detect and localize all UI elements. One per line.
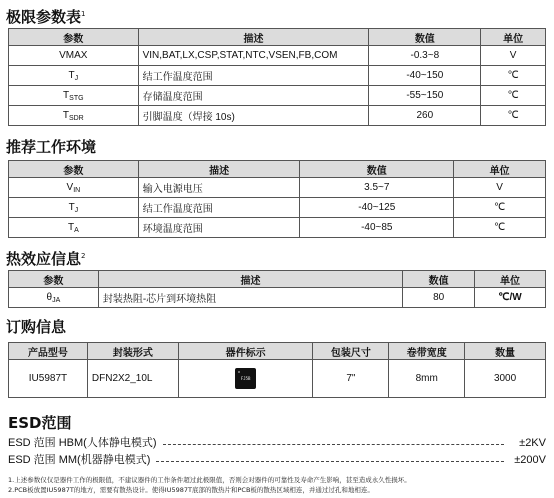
- esd-mm-label: ESD 范围 MM(机器静电模式): [8, 454, 151, 466]
- table-row: [9, 198, 546, 218]
- table-row: [9, 66, 546, 86]
- header-value: 数值: [300, 161, 454, 178]
- param-cell: $T_J$: [9, 66, 139, 86]
- chip-marking-image: FJ5B: [235, 368, 256, 389]
- ordering-table: [8, 342, 546, 398]
- desc-cell: 环境温度范围: [138, 218, 300, 238]
- header-package: 封装形式: [87, 343, 178, 360]
- unit-cell: ℃: [481, 86, 546, 106]
- section-title-esd: ESD范围: [8, 414, 72, 432]
- header-value: 数值: [403, 271, 475, 288]
- desc-cell: 存储温度范围: [138, 86, 369, 106]
- header-param: 参数: [9, 271, 99, 288]
- model-cell: IU5987T: [9, 360, 88, 398]
- desc-cell: 输入电源电压: [138, 178, 300, 198]
- footnote-2: 2.PCB板放置IU5987T的地方，需要有散热设计。使得IU5987T底部的散热片和PCB板的散热区域相连，并通过过孔和地相连。: [8, 486, 374, 494]
- value-cell: -40~125: [300, 198, 454, 218]
- table-row: [9, 288, 546, 308]
- desc-cell: 结工作温度范围: [138, 66, 369, 86]
- value-cell: 3.5~7: [300, 178, 454, 198]
- param-cell: $\theta_{JA}$: [9, 288, 99, 308]
- pack-size-cell: 7": [313, 360, 389, 398]
- header-qty: 数量: [465, 343, 546, 360]
- esd-mm-row: [8, 453, 546, 467]
- value-cell: -40~85: [300, 218, 454, 238]
- table-row: [9, 106, 546, 126]
- header-unit: 单位: [454, 161, 546, 178]
- header-unit: 单位: [481, 29, 546, 46]
- param-cell: $V_{IN}$: [9, 178, 139, 198]
- header-desc: 描述: [138, 161, 300, 178]
- header-desc: 描述: [98, 271, 402, 288]
- unit-cell: ℃: [481, 106, 546, 126]
- table-row: [9, 218, 546, 238]
- param-cell: $T_J$: [9, 198, 139, 218]
- desc-cell: 封装热阻-芯片到环境热阻: [98, 288, 402, 308]
- marking-cell: [178, 360, 313, 398]
- unit-cell: ℃/W: [475, 288, 546, 308]
- table-row: [9, 178, 546, 198]
- header-marking: 器件标示: [178, 343, 313, 360]
- unit-cell: ℃: [454, 218, 546, 238]
- header-tape-width: 卷带宽度: [389, 343, 465, 360]
- table-row: [9, 360, 546, 398]
- tape-width-cell: 8mm: [389, 360, 465, 398]
- value-cell: 80: [403, 288, 475, 308]
- header-model: 产品型号: [9, 343, 88, 360]
- unit-cell: V: [454, 178, 546, 198]
- table-row: [9, 86, 546, 106]
- unit-cell: V: [481, 46, 546, 66]
- param-cell: $T_{SDR}$: [9, 106, 139, 126]
- header-unit: 单位: [475, 271, 546, 288]
- desc-cell: VIN,BAT,LX,CSP,STAT,NTC,VSEN,FB,COM: [138, 46, 369, 66]
- package-cell: DFN2X2_10L: [87, 360, 178, 398]
- footnotes: [8, 475, 548, 495]
- section-title-thermal: 热效应信息$^2$: [6, 250, 86, 268]
- header-param: 参数: [9, 161, 139, 178]
- param-cell: $T_A$: [9, 218, 139, 238]
- leader-dashes: [163, 444, 505, 445]
- value-cell: -0.3~8: [369, 46, 481, 66]
- esd-hbm-row: [8, 436, 546, 450]
- header-param: 参数: [9, 29, 139, 46]
- param-cell: $T_{STG}$: [9, 86, 139, 106]
- esd-mm-value: ±200V: [514, 454, 546, 466]
- value-cell: -40~150: [369, 66, 481, 86]
- qty-cell: 3000: [465, 360, 546, 398]
- footnote-1: 1.上述参数仅仅是器件工作的极限值，不建议器件的工作条件超过此极限值，否则会对器件的可靠性及寿命产生影响，甚至造成永久性损坏。: [8, 476, 411, 484]
- section-title-recommended: 推荐工作环境: [6, 138, 97, 156]
- param-cell: VMAX: [9, 46, 139, 66]
- desc-cell: 结工作温度范围: [138, 198, 300, 218]
- esd-hbm-value: ±2KV: [519, 437, 546, 449]
- absolute-max-table: [8, 28, 546, 126]
- header-desc: 描述: [138, 29, 369, 46]
- unit-cell: ℃: [454, 198, 546, 218]
- thermal-table: [8, 270, 546, 308]
- section-title-ordering: 订购信息: [6, 318, 67, 336]
- desc-cell: 引脚温度（焊接 10s): [138, 106, 369, 126]
- header-pack-size: 包装尺寸: [313, 343, 389, 360]
- recommended-table: [8, 160, 546, 238]
- value-cell: 260: [369, 106, 481, 126]
- table-row: [9, 46, 546, 66]
- esd-hbm-label: ESD 范围 HBM(人体静电模式): [8, 437, 157, 449]
- value-cell: -55~150: [369, 86, 481, 106]
- unit-cell: ℃: [481, 66, 546, 86]
- leader-dashes: [156, 461, 504, 462]
- header-value: 数值: [369, 29, 481, 46]
- section-title-absolute-max: 极限参数表$^1$: [6, 8, 86, 26]
